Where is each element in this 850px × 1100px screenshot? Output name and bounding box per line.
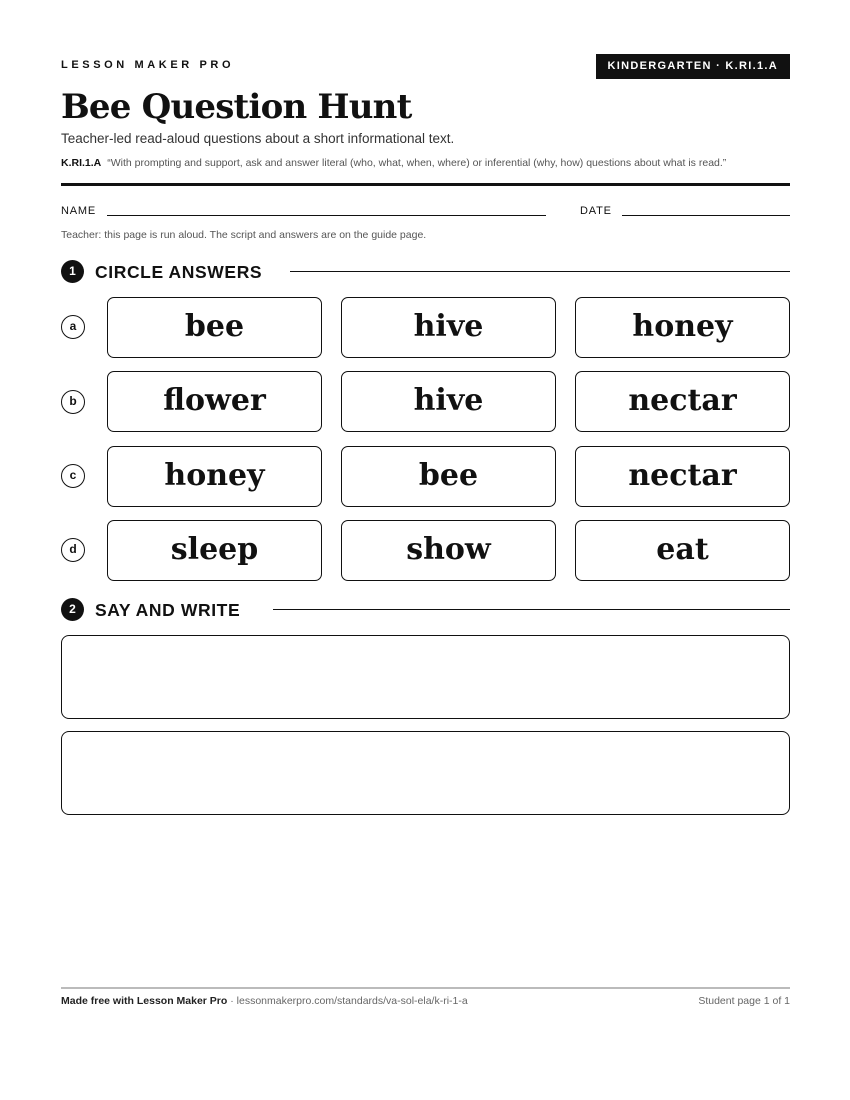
question-letter-c: c [61,464,85,488]
section-number-badge: 2 [61,598,84,621]
footer-made-with: Made free with Lesson Maker Pro [61,995,228,1007]
footer-url: · lessonmakerpro.com/standards/va-sol-ela/k-ri-1-a [227,995,468,1007]
section-divider [290,271,790,272]
choice-a-2[interactable]: hive [341,297,556,358]
date-field[interactable] [622,215,790,216]
choice-c-1[interactable]: honey [107,446,322,507]
writing-box-2[interactable] [61,731,790,815]
header-divider [61,183,790,186]
footer-page-info: Student page 1 of 1 [698,995,790,1007]
page-title: Bee Question Hunt [61,87,412,127]
footer-divider [61,987,790,989]
question-letter-d: d [61,538,85,562]
section-title: SAY AND WRITE [95,600,241,620]
date-label: DATE [580,205,612,217]
section-say-and-write-header [61,598,790,622]
grade-badge: KINDERGARTEN · K.RI.1.A [596,54,790,79]
section-number-badge: 1 [61,260,84,283]
choice-a-3[interactable]: honey [575,297,790,358]
section-circle-answers-header [61,260,790,284]
teacher-note: Teacher: this page is run aloud. The script and answers are on the guide page. [61,229,427,241]
name-field[interactable] [107,215,546,216]
question-letter-b: b [61,390,85,414]
choice-d-3[interactable]: eat [575,520,790,581]
choice-d-2[interactable]: show [341,520,556,581]
writing-box-1[interactable] [61,635,790,719]
name-label: NAME [61,205,96,217]
section-title: CIRCLE ANSWERS [95,262,263,282]
choice-b-2[interactable]: hive [341,371,556,432]
page-subtitle: Teacher-led read-aloud questions about a short informational text. [61,131,455,146]
section-divider [273,609,790,610]
choice-c-3[interactable]: nectar [575,446,790,507]
choice-c-2[interactable]: bee [341,446,556,507]
choice-b-3[interactable]: nectar [575,371,790,432]
brand-wordmark: LESSON MAKER PRO [61,59,235,71]
question-letter-a: a [61,315,85,339]
standard-code: K.RI.1.A [61,157,102,169]
worksheet-page [61,0,790,1100]
standard-text: “With prompting and support, ask and answer literal (who, what, when, where) or inferential (why, how) questions about what is read.” [107,157,727,169]
standard-statement [61,157,726,169]
choice-d-1[interactable]: sleep [107,520,322,581]
footer-credit [61,995,468,1007]
choice-a-1[interactable]: bee [107,297,322,358]
choice-b-1[interactable]: flower [107,371,322,432]
